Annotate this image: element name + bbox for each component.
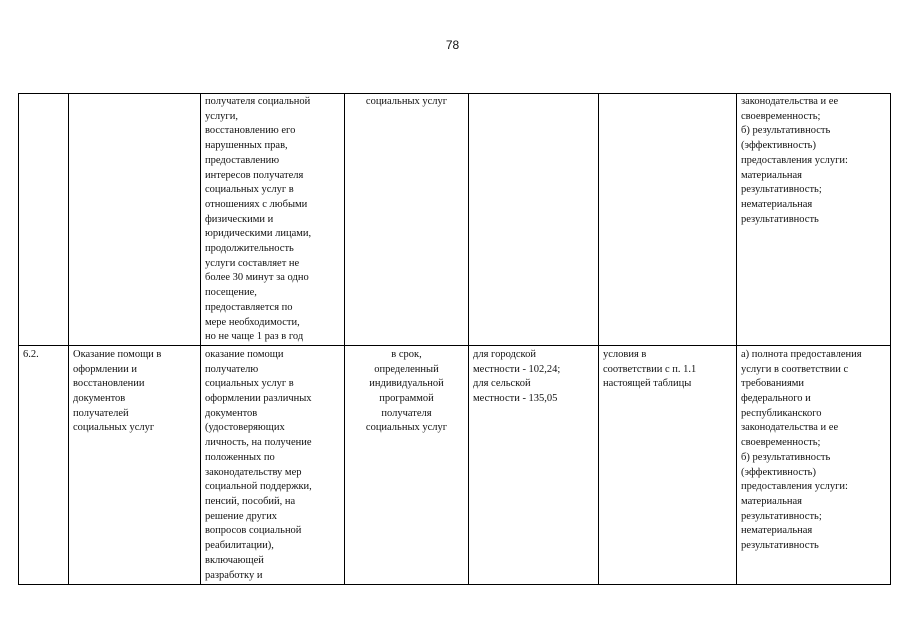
cell-text-line: определенный [374,363,439,375]
cell-quality-indicators [737,94,891,346]
cell-text-line: условия в [603,348,647,360]
cell-service-term [345,94,469,346]
cell-text-line: индивидуальной [369,378,444,390]
cell-service-name [69,345,201,584]
table-row [19,345,891,584]
cell-text-line: интересов получателя [205,169,304,181]
cell-text-line: получателя [381,407,432,419]
cell-text-line: соответствии с п. 1.1 [603,363,697,375]
cell-text-line: (эффективность) [741,466,816,478]
cell-tariff [469,345,599,584]
cell-text-line: юридическими лицами, [205,228,312,240]
cell-text-line: своевременность; [741,110,821,122]
cell-text-line: социальной поддержки, [205,481,312,493]
cell-text-line: реабилитации), [205,540,274,552]
cell-text-line: в срок, [391,348,422,360]
cell-text-line: документов [73,393,126,405]
cell-text-line: мере необходимости, [205,316,300,328]
cell-text-line: разработку и [205,569,263,581]
cell-text-line: получателя социальной [205,96,311,107]
cell-text-line: нематериальная [741,198,813,210]
page-number: 78 [445,38,460,52]
cell-text-line: социальных услуг [73,422,155,434]
cell-text-line: результативность; [741,184,822,196]
cell-tariff [469,94,599,346]
cell-text-line: восстановлении [73,378,145,390]
cell-text-line: оформлении различных [205,393,312,405]
cell-text-line: вопросов социальной [205,525,302,537]
cell-text-line: федерального и [741,393,811,405]
cell-text-line: программой [379,393,434,405]
cell-text-line: получателю [205,363,259,375]
cell-text-line: отношениях с любыми [205,198,308,210]
cell-text-line: местности - 102,24; [473,363,561,375]
cell-number [19,94,69,346]
cell-text-line: услуги составляет не [205,257,300,269]
cell-text-line: результативность [741,540,819,552]
cell-text-line: для городской [473,348,536,360]
cell-text-line: предоставляется по [205,301,293,313]
cell-text-line: б) результативность [741,125,831,137]
cell-text-line: 6.2. [23,348,39,360]
cell-text-line: результативность [741,213,819,225]
cell-text-line: физическими и [205,213,274,225]
cell-text-line: но не чаще 1 раз в год [205,331,304,343]
cell-text-line: законодательства и ее [741,96,839,107]
cell-text-line: своевременность; [741,437,821,449]
cell-service-name [69,94,201,346]
cell-text-line: предоставления услуги: [741,481,848,493]
cell-text-line: услуги в соответствии с [741,363,849,375]
cell-service-description [201,94,345,346]
cell-text-line: законодательству мер [205,466,302,478]
cell-text-line: местности - 135,05 [473,393,558,405]
cell-text-line: включающей [205,554,264,566]
cell-text-line: оказание помощи [205,348,284,360]
cell-conditions [599,94,737,346]
cell-text-line: для сельской [473,378,531,390]
cell-text-line: предоставления услуги: [741,154,848,166]
cell-text-line: положенных по [205,451,275,463]
table-row [19,94,891,346]
cell-text-line: требованиями [741,378,805,390]
cell-text-line: (удостоверяющих [205,422,285,434]
cell-text-line: оформлении и [73,363,138,375]
cell-text-line: социальных услуг [365,96,448,107]
cell-text-line: материальная [741,169,802,181]
cell-text-line: услуги, [205,110,238,122]
cell-text-line: социальных услуг в [205,378,294,390]
cell-text-line: нематериальная [741,525,813,537]
cell-number [19,345,69,584]
cell-text-line: социальных услуг в [205,184,294,196]
cell-text-line: восстановлению его [205,125,296,137]
cell-text-line: законодательства и ее [741,422,839,434]
cell-text-line: посещение, [205,287,257,299]
cell-text-line: настоящей таблицы [603,378,692,390]
cell-text-line: социальных услуг [365,422,448,434]
cell-conditions [599,345,737,584]
cell-text-line: продолжительность [205,243,294,255]
cell-text-line: (эффективность) [741,140,816,152]
cell-text-line: республиканского [741,407,822,419]
cell-text-line: нарушенных прав, [205,140,288,152]
cell-text-line: личность, на получение [205,437,312,449]
cell-text-line: решение других [205,510,278,522]
services-table [18,93,891,585]
cell-text-line: б) результативность [741,451,831,463]
cell-service-term [345,345,469,584]
cell-text-line: а) полнота предоставления [741,348,862,360]
cell-text-line: пенсий, пособий, на [205,495,296,507]
cell-text-line: Оказание помощи в [73,348,162,360]
cell-quality-indicators [737,345,891,584]
cell-service-description [201,345,345,584]
cell-text-line: результативность; [741,510,822,522]
cell-text-line: документов [205,407,258,419]
cell-text-line: материальная [741,495,802,507]
cell-text-line: получателей [73,407,129,419]
cell-text-line: предоставлению [205,154,280,166]
cell-text-line: более 30 минут за одно [205,272,309,284]
